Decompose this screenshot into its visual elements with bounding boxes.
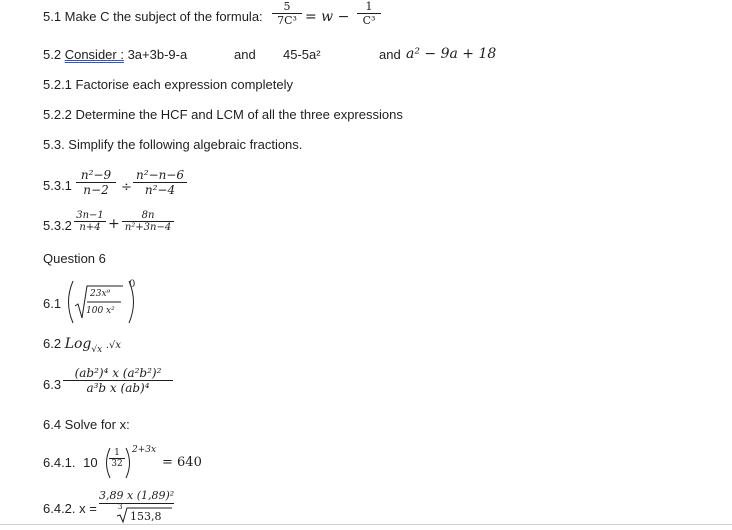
- radical-denominator-6-1: 100 x²: [86, 306, 115, 316]
- fraction-numerator: 5: [283, 0, 291, 13]
- and-text-1: and: [234, 47, 256, 62]
- radical-numerator-6-1: 23x⁹: [90, 289, 111, 299]
- plus-operator: +: [108, 216, 120, 232]
- question-6-4-1: [43, 455, 98, 470]
- exponent-2-plus-3x: 2+3x: [132, 445, 157, 455]
- log-text: Log: [64, 336, 92, 352]
- exponent-zero: 0: [129, 279, 136, 290]
- fraction-numerator: n²−n−6: [135, 168, 184, 182]
- fraction-denominator: n²+3n−4: [124, 222, 172, 233]
- fraction-6-4-2-denominator: 153,8: [130, 510, 162, 523]
- fraction-numerator: 8n: [141, 210, 155, 221]
- page-bottom-rule: [0, 524, 732, 525]
- fraction-numerator: 3n−1: [76, 210, 104, 221]
- fraction-5-3-1-b: [133, 168, 187, 197]
- question-6-4-1-label: 6.4.1.: [43, 455, 76, 470]
- question-6-4: 6.4 Solve for x:: [43, 417, 130, 432]
- question-6-1-label: 6.1: [43, 296, 62, 311]
- consider-text: Consider :: [64, 47, 124, 62]
- question-6-2: [43, 336, 122, 355]
- fraction-numerator: 1: [114, 448, 120, 458]
- question-5-2-label: 5.2: [43, 47, 62, 62]
- question-5-1: [43, 9, 263, 24]
- fraction-denominator: n−2: [83, 183, 109, 197]
- fraction-denominator: 32: [111, 459, 123, 469]
- question-5-2: [43, 47, 187, 62]
- question-5-3-1-label: 5.3.1: [43, 178, 72, 193]
- log-base: √x: [91, 345, 103, 355]
- question-6-3-label: 6.3: [43, 377, 62, 392]
- equals-w-minus: = w −: [305, 9, 350, 25]
- fraction-denominator: a³b x (ab)⁴: [86, 381, 150, 395]
- log-argument: .√x: [105, 340, 122, 351]
- question-5-2-2: 5.2.2 Determine the HCF and LCM of all the three expressions: [43, 107, 403, 122]
- coefficient: 10: [83, 455, 98, 470]
- fraction-6-3: [63, 366, 173, 395]
- question-5-3: 5.3. Simplify the following algebraic fractions.: [43, 137, 303, 152]
- divide-operator: ÷: [121, 180, 132, 195]
- expression-3: a² − 9a + 18: [406, 46, 497, 62]
- root-index: 3: [118, 503, 123, 511]
- fraction-denominator: n²−4: [144, 183, 176, 197]
- fraction-5-3-1-a: [76, 168, 116, 197]
- expression-2: 45-5a²: [283, 47, 321, 62]
- x-equals: x =: [79, 501, 97, 516]
- fraction-numerator: n²−9: [80, 168, 112, 182]
- question-6-heading: Question 6: [43, 251, 106, 266]
- fraction-5-over-7c3: [272, 0, 302, 27]
- fraction-5-3-2-b: [122, 210, 174, 233]
- question-6-4-2-label: 6.4.2.: [43, 501, 76, 516]
- and-text-2: and: [379, 47, 401, 62]
- fraction-denominator: n+4: [79, 222, 101, 233]
- question-5-2-1: 5.2.1 Factorise each expression completely: [43, 77, 294, 92]
- question-6-4-2: [43, 501, 97, 516]
- fraction-denominator: C³: [362, 14, 376, 27]
- fraction-denominator: 7C³: [277, 14, 297, 27]
- question-5-3-2-label: 5.3.2: [43, 218, 72, 233]
- fraction-6-4-2-numerator: 3,89 x (1,89)²: [99, 489, 175, 502]
- expression-1: 3a+3b-9-a: [127, 47, 188, 62]
- rhs-640: = 640: [162, 455, 202, 470]
- fraction-numerator: (ab²)⁴ x (a²b²)²: [74, 366, 162, 380]
- fraction-1-over-32: [109, 448, 125, 469]
- fraction-1-over-c3: [357, 0, 381, 27]
- question-5-1-label: 5.1 Make C the subject of the formula:: [43, 9, 263, 24]
- fraction-5-3-2-a: [74, 210, 106, 233]
- fraction-numerator: 1: [365, 0, 373, 13]
- question-6-2-label: 6.2: [43, 336, 62, 351]
